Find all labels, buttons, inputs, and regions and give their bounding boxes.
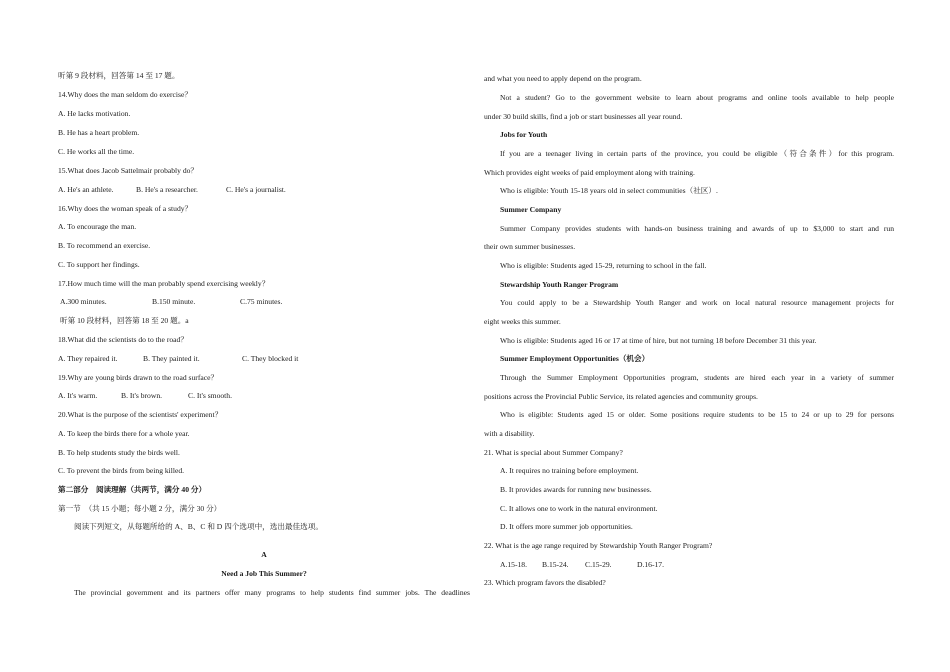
q16-option-c: C. To support her findings.: [58, 260, 140, 269]
passage-line: their own summer businesses.: [484, 242, 576, 251]
q16-option-b: B. To recommend an exercise.: [58, 241, 151, 250]
q14-option-c: C. He works all the time.: [58, 147, 135, 156]
section-1-heading: 第一节 （共 15 小题；每小题 2 分，满分 30 分）: [58, 504, 222, 513]
question-19: 19.Why are young birds drawn to the road surface？: [58, 373, 219, 382]
q22-options: [484, 560, 894, 570]
q20-option-a: A. To keep the birds there for a whole year.: [58, 429, 190, 438]
passage-line: eight weeks this summer.: [484, 317, 561, 326]
passage-line: with a disability.: [484, 429, 535, 438]
q15-option-a: A. He's an athlete.: [58, 185, 114, 194]
heading-stewardship-ranger: Stewardship Youth Ranger Program: [500, 280, 619, 289]
q21-option-d: D. It offers more summer job opportunities.: [500, 522, 633, 531]
heading-jobs-for-youth: Jobs for Youth: [500, 130, 548, 139]
passage-line: Which provides eight weeks of paid employment along with training.: [484, 168, 695, 177]
q14-option-a: A. He lacks motivation.: [58, 109, 131, 118]
passage-line: Who is eligible: Youth 15-18 years old in select communities（社区）.: [500, 186, 718, 195]
question-15: 15.What does Jacob Sattelmair probably do？: [58, 166, 199, 175]
section-1-instruction: 阅读下列短文，从每题所给的 A、B、C 和 D 四个选项中，选出最佳选项。: [74, 522, 323, 531]
question-17: 17.How much time will the man probably spend exercising weekly？: [58, 279, 270, 288]
q18-option-b: B. They painted it.: [143, 354, 200, 363]
heading-summer-employment: Summer Employment Opportunities（机会）: [500, 354, 650, 363]
passage-line: and what you need to apply depend on the program.: [484, 74, 642, 83]
q15-options: [58, 185, 470, 195]
q17-option-c: C.75 minutes.: [240, 297, 283, 306]
q21-option-b: B. It provides awards for running new businesses.: [500, 485, 652, 494]
passage-line: Who is eligible: Students aged 15 or older. Some positions require students to be 15 to 24 or up to 29 for persons: [500, 410, 894, 419]
question-14: 14.Why does the man seldom do exercise？: [58, 90, 192, 99]
question-16: 16.Why does the woman speak of a study？: [58, 204, 193, 213]
q19-option-a: A. It's warm.: [58, 391, 98, 400]
q22-option-a: A.15-18.: [500, 560, 527, 569]
question-18: 18.What did the scientists do to the road？: [58, 335, 188, 344]
passage-line: Not a student? Go to the government website to learn about programs and online tools available to help people: [500, 93, 894, 102]
q20-option-b: B. To help students study the birds well.: [58, 448, 180, 457]
q15-option-b: B. He's a researcher.: [136, 185, 198, 194]
passage-paragraph-1: The provincial government and its partners offer many programs to help students find summer jobs. The deadlines: [74, 588, 470, 597]
q18-option-c: C. They blocked it: [242, 354, 299, 363]
passage-line: Summer Company provides students with hands-on business training and awards of up to $3,000 to start and run: [500, 224, 894, 233]
passage-line: under 30 build skills, find a job or start businesses all year round.: [484, 112, 683, 121]
passage-line: Who is eligible: Students aged 16 or 17 at time of hire, but not turning 18 before December 31 this year.: [500, 336, 817, 345]
question-22: 22. What is the age range required by Stewardship Youth Ranger Program?: [484, 541, 713, 550]
q22-option-d: D.16-17.: [637, 560, 664, 569]
passage-line: positions across the Provincial Public Service, its related agencies and community groups.: [484, 392, 758, 401]
section-10-intro: 听第 10 段材料，回答第 18 至 20 题。a: [60, 316, 189, 325]
q17-options: [58, 297, 470, 307]
q19-option-c: C. It's smooth.: [188, 391, 232, 400]
q18-option-a: A. They repaired it.: [58, 354, 118, 363]
q17-option-b: B.150 minute.: [152, 297, 196, 306]
q16-option-a: A. To encourage the man.: [58, 222, 137, 231]
q20-option-c: C. To prevent the birds from being killed.: [58, 466, 185, 475]
part-2-heading: 第二部分 阅读理解（共两节，满分 40 分）: [58, 485, 207, 494]
passage-line: Through the Summer Employment Opportunities program, students are hired each year in a variety of summer: [500, 373, 894, 382]
q17-option-a: A.300 minutes.: [60, 297, 107, 306]
passage-line: Who is eligible: Students aged 15-29, returning to school in the fall.: [500, 261, 707, 270]
question-21: 21. What is special about Summer Company?: [484, 448, 623, 457]
question-20: 20.What is the purpose of the scientists' experiment？: [58, 410, 223, 419]
section-9-intro: 听第 9 段材料，回答第 14 至 17 题。: [58, 71, 180, 80]
q18-options: [58, 354, 470, 364]
q19-options: [58, 391, 470, 401]
passage-line: You could apply to be a Stewardship Youth Ranger and work on local natural resource management projects for: [500, 298, 894, 307]
passage-line: If you are a teenager living in certain parts of the province, you could be eligible（符合条件）for this program.: [500, 149, 894, 158]
passage-letter: A: [261, 550, 267, 559]
passage-title: Need a Job This Summer?: [221, 569, 307, 578]
heading-summer-company: Summer Company: [500, 205, 562, 214]
q14-option-b: B. He has a heart problem.: [58, 128, 140, 137]
q21-option-a: A. It requires no training before employment.: [500, 466, 639, 475]
q22-option-b: B.15-24.: [542, 560, 569, 569]
q19-option-b: B. It's brown.: [121, 391, 163, 400]
q21-option-c: C. It allows one to work in the natural environment.: [500, 504, 658, 513]
q15-option-c: C. He's a journalist.: [226, 185, 286, 194]
question-23: 23. Which program favors the disabled?: [484, 578, 606, 587]
q22-option-c: C.15-29.: [585, 560, 612, 569]
